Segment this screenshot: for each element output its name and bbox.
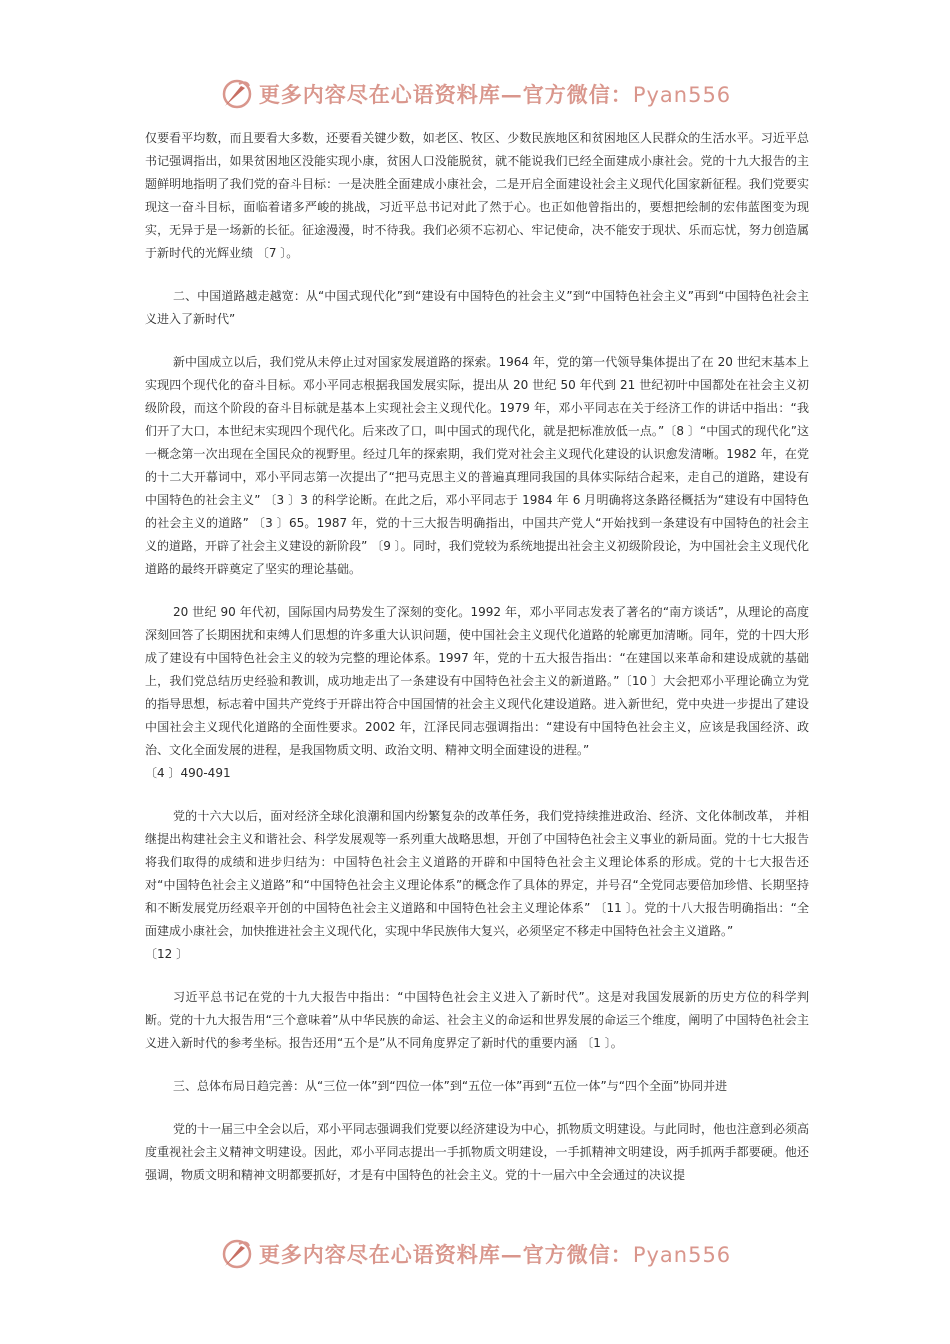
citation-4: 〔4 〕490-491 <box>145 766 231 780</box>
section-heading-3: 三、总体布局日趋完善：从“三位一体”到“四位一体”到“五位一体”再到“五位一体”与“四个全面”协同并进 <box>173 1079 728 1093</box>
paragraph-5: 习近平总书记在党的十九大报告中指出：“中国特色社会主义进入了新时代”。这是对我国发展新的历史方位的科学判断。党的十九大报告用“三个意味着”从中华民族的命运、社会主义的命运和世界发展的命运三个维度，阐明了中国特色社会主义进入新时代的参考坐标。报告还用“五个是”从不同角度界定了新时代的重要内涵 〔1 〕。 <box>145 990 809 1050</box>
brush-logo-icon <box>219 1236 255 1272</box>
watermark-banner-bottom <box>0 1234 950 1274</box>
brush-logo-icon <box>219 76 255 112</box>
banner-wechat-id: Pyan556 <box>632 83 732 107</box>
watermark-banner-top <box>0 74 950 114</box>
banner-wechat-id: Pyan556 <box>632 1243 732 1267</box>
banner-text: 更多内容尽在心语资料库—官方微信：Pyan556 <box>258 1242 732 1267</box>
banner-text: 更多内容尽在心语资料库—官方微信：Pyan556 <box>258 82 732 107</box>
document-body <box>145 127 809 1187</box>
section-heading-2: 二、中国道路越走越宽：从“中国式现代化”到“建设有中国特色的社会主义”到“中国特色社会主义”再到“中国特色社会主义进入了新时代” <box>145 289 809 326</box>
paragraph-4: 党的十六大以后，面对经济全球化浪潮和国内纷繁复杂的改革任务，我们党持续推进政治、经济、文化体制改革， 并相继提出构建社会主义和谐社会、科学发展观等一系列重大战略思想，开创了中国特色社会主义事业的新局面。党的十七大报告将我们取得的成绩和进步归结为：中国特色社会主义道路的开辟和中国特色社会主义理论体系的形成。党的十七大报告还对“中国特色社会主义道路”和“中国特色社会主义理论体系”的概念作了具体的界定，并号召“全党同志要倍加珍惜、长期坚持和不断发展党历经艰辛开创的中国特色社会主义道路和中国特色社会主义理论体系” 〔11 〕。党的十八大报告明确指出：“全面建成小康社会，加快推进社会主义现代化，实现中华民族伟大复兴，必须坚定不移走中国特色社会主义道路。” <box>145 809 809 938</box>
paragraph-1: 仅要看平均数，而且要看大多数，还要看关键少数，如老区、牧区、少数民族地区和贫困地区人民群众的生活水平。习近平总书记强调指出，如果贫困地区没能实现小康，贫困人口没能脱贫，就不能说我们已经全面建成小康社会。党的十九大报告的主题鲜明地指明了我们党的奋斗目标：一是决胜全面建成小康社会，二是开启全面建设社会主义现代化国家新征程。我们党要实现这一奋斗目标，面临着诸多严峻的挑战，习近平总书记对此了然于心。也正如他曾指出的，要想把绘制的宏伟蓝图变为现实，无异于是一场新的长征。征途漫漫，时不待我。我们必须不忘初心、牢记使命，决不能安于现状、乐而忘忧，努力创造属于新时代的光辉业绩 〔7 〕。 <box>145 131 809 260</box>
paragraph-3: 20 世纪 90 年代初，国际国内局势发生了深刻的变化。1992 年，邓小平同志发表了著名的“南方谈话”，从理论的高度深刻回答了长期困扰和束缚人们思想的许多重大认识问题，使中国社会主义现代化道路的轮廓更加清晰。同年，党的十四大形成了建设有中国特色社会主义的较为完整的理论体系。1997 年，党的十五大报告指出：“在建国以来革命和建设成就的基础上，我们党总结历史经验和教训，成功地走出了一条建设有中国特色社会主义的新道路。”〔10 〕大会把邓小平理论确立为党的指导思想，标志着中国共产党终于开辟出符合中国国情的社会主义现代化建设道路。进入新世纪，党中央进一步提出了建设中国社会主义现代化道路的全面性要求。2002 年，江泽民同志强调指出：“建设有中国特色社会主义，应该是我国经济、政治、文化全面发展的进程，是我国物质文明、政治文明、精神文明全面建设的进程。” <box>145 605 809 757</box>
paragraph-6: 党的十一届三中全会以后，邓小平同志强调我们党要以经济建设为中心，抓物质文明建设。与此同时，他也注意到必须高度重视社会主义精神文明建设。因此，邓小平同志提出一手抓物质文明建设，一手抓精神文明建设，两手抓两手都要硬。他还强调，物质文明和精神文明都要抓好，才是有中国特色的社会主义。党的十一届六中全会通过的决议提 <box>145 1122 810 1182</box>
citation-12: 〔12 〕 <box>145 947 189 961</box>
paragraph-2: 新中国成立以后，我们党从未停止过对国家发展道路的探索。1964 年，党的第一代领导集体提出了在 20 世纪末基本上实现四个现代化的奋斗目标。邓小平同志根据我国发展实际，提出从 20 世纪 50 年代到 21 世纪初叶中国都处在社会主义初级阶段，而这个阶段的奋斗目标就是基本上实现社会主义现代化。1979 年，邓小平同志在关于经济工作的讲话中指出：“我们开了大口，本世纪末实现四个现代化。后来改了口，叫中国式的现代化，就是把标准放低一点。”〔8 〕“中国式的现代化”这一概念第一次出现在全国民众的视野里。经过几年的探索期，我们党对社会主义现代化建设的认识愈发清晰。1982 年，在党的十二大开幕词中，邓小平同志第一次提出了“把马克思主义的普遍真理同我国的具体实际结合起来，走自己的道路，建设有中国特色的社会主义” 〔3 〕3 的科学论断。在此之后，邓小平同志于 1984 年 6 月明确将这条路径概括为“建设有中国特色的社会主义的道路” 〔3 〕65。1987 年，党的十三大报告明确指出，中国共产党人“开始找到一条建设有中国特色的社会主义的道路，开辟了社会主义建设的新阶段” 〔9 〕。同时，我们党较为系统地提出社会主义初级阶段论，为中国社会主义现代化道路的最终开辟奠定了坚实的理论基础。 <box>145 355 809 576</box>
